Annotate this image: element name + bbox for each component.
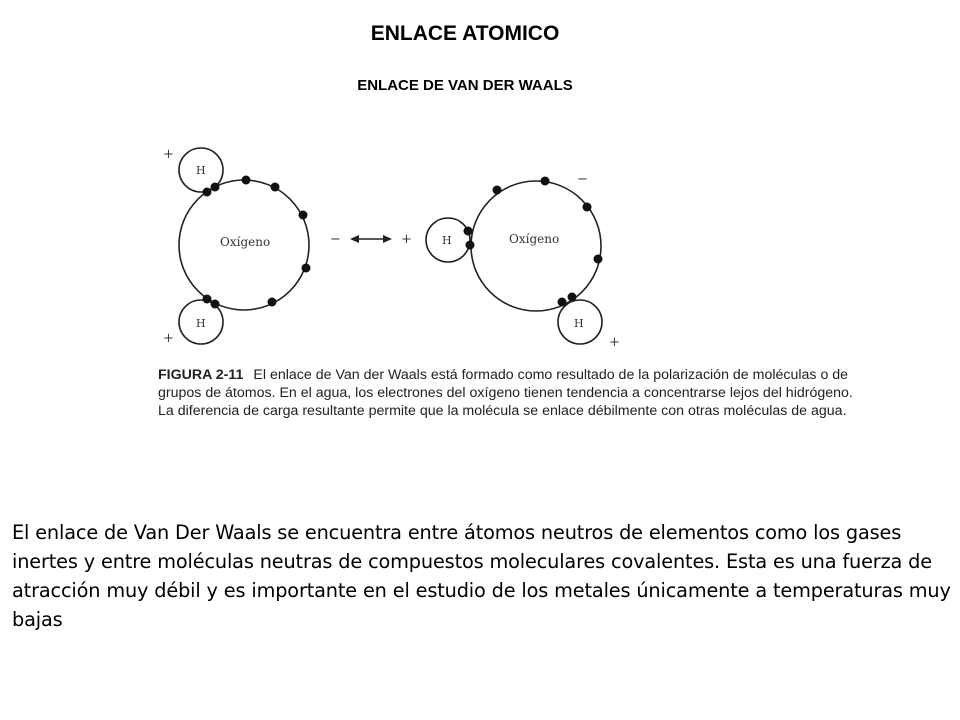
left-h-top-label: H: [196, 164, 206, 177]
figure-caption-text: El enlace de Van der Waals está formado como resultado de la polarización de moléculas o de grupos de átomos. En el agua, los electrones del oxígeno tienen tendencia a concentrarse lejos del hidrógeno. La diferencia de carga resultante permite que la molécula se enlace débilmente con otras moléculas de agua.: [158, 367, 853, 419]
electron: [594, 255, 603, 264]
right-oxygen-circle: [471, 181, 601, 311]
electron: [203, 188, 212, 197]
slide-title: ENLACE ATOMICO: [370, 22, 560, 45]
right-h-bottom-label: H: [574, 317, 584, 330]
electron: [299, 211, 308, 220]
figure-caption-label: FIGURA 2-11: [158, 367, 244, 383]
right-charge-bottom: +: [609, 335, 620, 350]
figure-caption: [158, 366, 858, 420]
electron: [558, 298, 567, 307]
body-paragraph: El enlace de Van Der Waals se encuentra entre átomos neutros de elementos como los gases inertes y entre moléculas neutras de compuestos moleculares covalentes. Esta es una fuerza de atracción muy débil y es importante en el estudio de los metales únicamente a temperaturas muy bajas: [12, 521, 951, 631]
electron: [568, 293, 577, 302]
electron: [466, 241, 475, 250]
left-charge-bottom: +: [163, 331, 174, 346]
left-oxygen-label: Oxígeno: [220, 235, 271, 249]
right-charge-left: +: [401, 232, 412, 247]
left-h-bottom-label: H: [196, 317, 206, 330]
electron: [211, 300, 220, 309]
slide-subtitle: ENLACE DE VAN DER WAALS: [357, 77, 573, 94]
electron: [541, 177, 550, 186]
right-oxygen-label: Oxígeno: [509, 232, 560, 246]
electron: [302, 264, 311, 273]
right-charge-top: −: [577, 172, 588, 187]
right-h-left-label: H: [442, 234, 452, 247]
electron: [583, 203, 592, 212]
electron: [271, 183, 280, 192]
left-charge-top: +: [163, 147, 174, 162]
electron: [242, 176, 251, 185]
interaction-arrow: [350, 235, 392, 243]
left-charge-right: −: [330, 232, 341, 247]
electron: [268, 298, 277, 307]
electron: [203, 295, 212, 304]
van-der-waals-figure: [150, 130, 850, 360]
electron: [211, 183, 220, 192]
electron: [464, 227, 473, 236]
electron: [493, 186, 502, 195]
